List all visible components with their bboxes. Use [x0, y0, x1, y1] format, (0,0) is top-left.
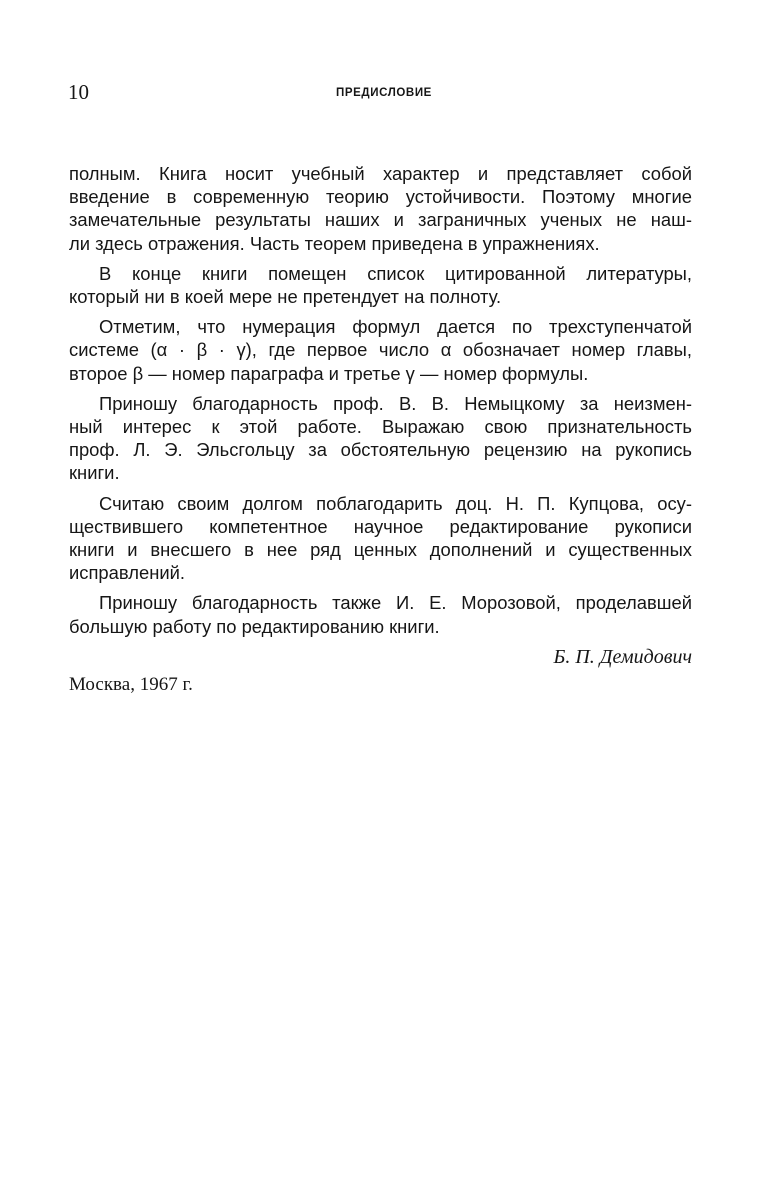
paragraph — [69, 392, 692, 485]
text-line: Приношу благодарность также И. Е. Морозовой, проделавшей — [99, 592, 692, 614]
text-line: В конце книги помещен список цитированной литературы, — [99, 262, 692, 284]
place-date: Москва, 1967 г. — [69, 673, 193, 695]
paragraph — [69, 262, 692, 308]
text-line: Отметим, что нумерация формул дается по трехступенчатой — [99, 316, 692, 338]
text-line: книги. — [69, 462, 120, 484]
text-line: системе (α · β · γ), где первое число α обозначает номер главы, — [69, 339, 692, 361]
text-line: введение в современную теорию устойчивости. Поэтому многие — [69, 186, 692, 208]
paragraph — [69, 162, 692, 255]
text-line: Считаю своим долгом поблагодарить доц. Н. П. Купцова, осу- — [99, 492, 692, 514]
text-line: который ни в коей мере не претендует на полноту. — [69, 286, 502, 308]
page-number: 10 — [68, 80, 89, 104]
paragraph — [69, 492, 692, 585]
text-line: проф. Л. Э. Эльсгольцу за обстоятельную рецензию на рукопись — [69, 439, 692, 461]
text-line: второе β — номер параграфа и третье γ — номер формулы. — [69, 362, 589, 384]
text-line: замечательные результаты наших и заграничных ученых не наш- — [69, 209, 692, 231]
paragraph — [69, 591, 692, 637]
text-line: полным. Книга носит учебный характер и представляет собой — [69, 163, 692, 184]
text-line: большую работу по редактированию книги. — [69, 615, 440, 637]
text-line: исправлений. — [69, 562, 186, 584]
text-line: книги и внесшего в нее ряд ценных дополнений и существенных — [69, 539, 692, 561]
text-line: ный интерес к этой работе. Выражаю свою признательность — [69, 416, 692, 438]
paragraph — [69, 315, 692, 385]
preface-body — [69, 162, 692, 697]
text-line: ществившего компетентное научное редактирование рукописи — [69, 515, 692, 537]
text-line: Приношу благодарность проф. В. В. Немыцкому за неизмен- — [99, 392, 692, 414]
running-title: ПРЕДИСЛОВИЕ — [336, 87, 432, 99]
author-signature: Б. П. Демидович — [553, 645, 692, 668]
text-line: ли здесь отражения. Часть теорем приведена в упражнениях. — [69, 232, 600, 254]
